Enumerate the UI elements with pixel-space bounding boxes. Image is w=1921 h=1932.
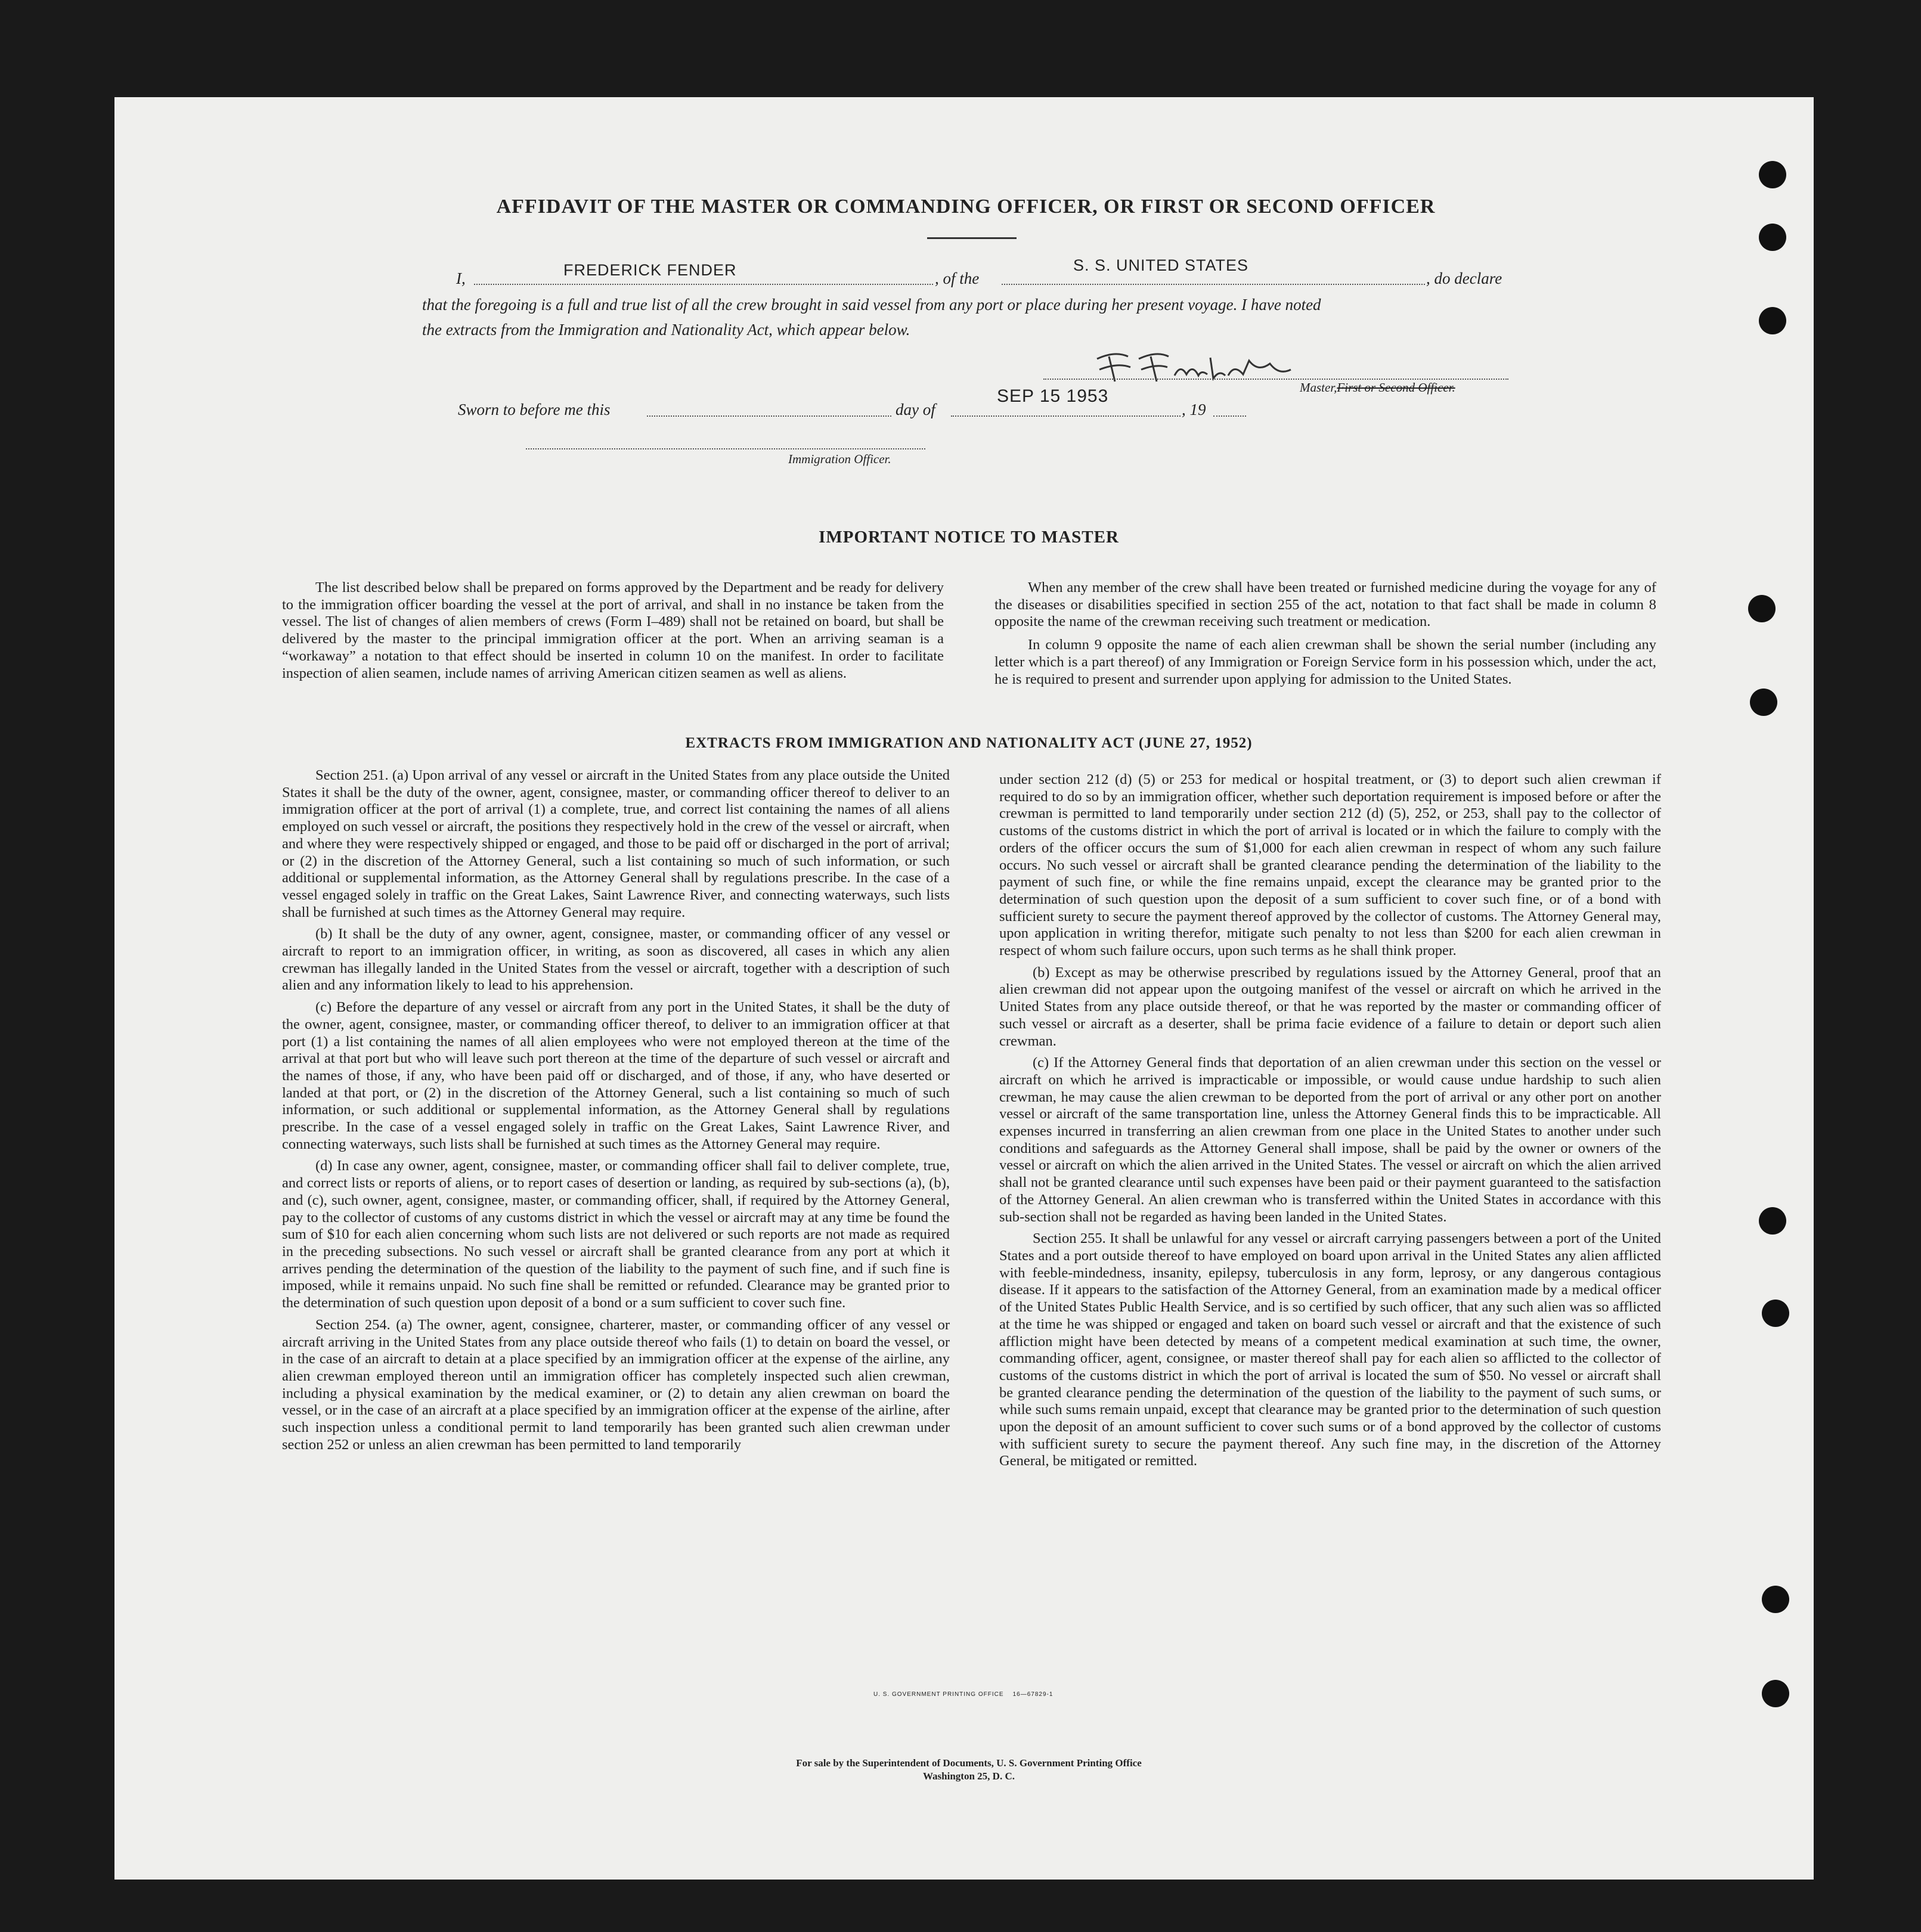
section-254-c: (c) If the Attorney General finds that deportation of an alien crewman under this section on the vessel or aircraft on which he arrived is impracticable or impossible, or would cause undue hardship to such alien crewman, he may cause the alien crewman to be deported from the port of arrival or any other port on another vessel or aircraft of the same transportation line, unless the Attorney General finds this to be impracticable. All expenses incurred in transferring an alien crewman from one place in the United States to another under such conditions and safeguards as the Attorney General shall impose, shall be paid by the owner or owners of the vessel or aircraft on which the alien arrived in the United States. The vessel or aircraft on which the alien arrived shall not be granted clearance until such expenses have been paid or their payment guaranteed to the satisfaction of the Attorney General. An alien crewman who is transferred within the United States in accordance with this sub-section shall not be regarded as having been landed in the United States.: [999, 1055, 1661, 1225]
vessel-name-field: S. S. UNITED STATES: [1073, 256, 1249, 274]
declaration-line-2: that the foregoing is a full and true list of all the crew brought in said vessel from any port or place during her present voyage. I have noted: [422, 296, 1321, 314]
extracts-left-column: [282, 767, 950, 1453]
extracts-title: EXTRACTS FROM IMMIGRATION AND NATIONALITY ACT (JUNE 27, 1952): [685, 735, 1253, 751]
sworn-label: Sworn to before me this: [458, 401, 611, 418]
punch-hole: [1759, 1207, 1786, 1235]
master-signature: [1091, 346, 1294, 387]
master-name-field: FREDERICK FENDER: [563, 261, 737, 279]
immigration-officer-line: [526, 448, 925, 449]
date-stamp: SEP 15 1953: [997, 386, 1109, 406]
section-251-c: (c) Before the departure of any vessel or aircraft from any port in the United States, it shall be the duty of the owner, agent, consignee, master, or commanding officer thereof, to deliver to an immigration officer at that port (1) a list containing the names of all alien employees who were not employed thereon at the time of the arrival at that port but who will leave such port thereon at the time of the departure of such vessel or aircraft and the names of those, if any, who have been paid off or discharged, and of those, if any, who have deserted or landed at that port, or (2) in the discretion of the Attorney General, such a list containing so much of such information, or such additional or supplemental information, as the Attorney General shall by regulations prescribe. In the case of a vessel engaged solely in traffic on the Great Lakes, Saint Lawrence River, and connecting waterways, such lists shall be furnished at such times as the Attorney General may require.: [282, 999, 950, 1152]
vessel-name-line: [1002, 284, 1425, 285]
date-line: [951, 415, 1181, 417]
immigration-officer-label: Immigration Officer.: [788, 452, 891, 466]
notice-right-column: [994, 579, 1656, 688]
printer-imprint: U. S. GOVERNMENT PRINTING OFFICE 16—67829-1: [873, 1691, 1054, 1698]
section-251-d: (d) In case any owner, agent, consignee, master, or commanding officer shall fail to deliver complete, true, and correct lists or reports of aliens, or to report cases of desertion or landing, as required by sub-sections (a), (b), and (c), such owner, agent, consignee, master, or commanding officer, shall, if required by the Attorney General, pay to the collector of customs of any customs district in which the vessel or aircraft may at any time be found the sum of $10 for each alien concerning whom such lists are not delivered or such reports are not made as required in the preceding subsections. No such vessel or aircraft shall be granted clearance from any port at which it arrives pending the determination of the question of the liability to the payment of such fine, and if such fine is imposed, while it remains unpaid. No such fine shall be remitted or refunded. Clearance may be granted prior to the determination of such question upon deposit of a bond or a sum sufficient to cover such fine.: [282, 1158, 950, 1311]
notice-right-paragraph-1: When any member of the crew shall have been treated or furnished medicine during the voyage for any of the diseases or disabilities specified in section 255 of the act, notation to that fact shall be made in column 8 opposite the name of the crewman receiving such treatment or medication.: [994, 579, 1656, 630]
footer-line-1: For sale by the Superintendent of Documents, U. S. Government Printing Office: [796, 1757, 1142, 1769]
footer-line-2: Washington 25, D. C.: [923, 1770, 1015, 1782]
signature-line: [1043, 379, 1508, 380]
extracts-right-column: [999, 771, 1661, 1470]
declaration-line-3: the extracts from the Immigration and Nationality Act, which appear below.: [422, 321, 910, 339]
section-255: Section 255. It shall be unlawful for any vessel or aircraft carrying passengers between a port of the United States and a port outside thereof to have employed on board upon arrival in the United States any alien afflicted with feeble-mindedness, insanity, epilepsy, tuberculosis in any form, leprosy, or any dangerous contagious disease. If it appears to the satisfaction of the Attorney General, from an examination made by a medical officer of the United States Public Health Service, and is so certified by such officer, that any such alien was so afflicted at the time he was shipped or engaged and taken on board such vessel or aircraft and that the existence of such affliction might have been detected by means of a competent medical examination at such time, the owner, commanding officer, agent, consignee, or master thereof shall pay for each alien so afflicted to the collector of customs of the customs district in which the port of arrival is located the sum of $50. No vessel or aircraft shall be granted clearance pending the determination of the question of the liability to the payment of such sums, or while such sums remain unpaid, except that clearance may be granted prior to the determination of such question upon the deposit of an amount sufficient to cover such sums or of a bond approved by the collector of customs with sufficient surety to secure the payment thereof. Any such fine may, in the discretion of the Attorney General, be mitigated or remitted.: [999, 1230, 1661, 1469]
punch-hole: [1759, 307, 1786, 334]
punch-hole: [1762, 1586, 1789, 1613]
notice-title: IMPORTANT NOTICE TO MASTER: [819, 528, 1119, 547]
master-name-line: [474, 284, 933, 285]
punch-hole: [1762, 1300, 1789, 1327]
of-the-label: , of the: [935, 269, 980, 287]
section-254-b: (b) Except as may be otherwise prescribed by regulations issued by the Attorney General, proof that an alien crewman did not appear upon the outgoing manifest of the vessel or aircraft on which he arrived in the United States from any place outside thereof, or that he was reported by the master or commanding officer of such vessel or aircraft as a deserter, shall be prima facie evidence of a failure to detain or deport such alien crewman.: [999, 964, 1661, 1049]
i-label: I,: [456, 269, 466, 287]
punch-hole: [1750, 689, 1777, 716]
punch-hole: [1759, 224, 1786, 251]
label-master: Master,: [1300, 380, 1337, 395]
sworn-day-line: [647, 415, 891, 417]
notice-left-paragraph: The list described below shall be prepared on forms approved by the Department and be ready for delivery to the immigration officer boarding the vessel at the port of arrival, and shall in no instance be taken from the vessel. The list of changes of alien members of crews (Form I–489) shall not be retained on board, but shall be delivered by the master to the principal immigration officer at the port. When an arriving seaman is a “workaway” a notation to that effect should be inserted in column 10 on the manifest. In order to facilitate inspection of alien seamen, include names of arriving American citizen seamen as well as aliens.: [282, 579, 944, 681]
signature-label: [1300, 380, 1455, 395]
section-251-b: (b) It shall be the duty of any owner, agent, consignee, master, or commanding officer of any vessel or aircraft to report to an immigration officer, in writing, as soon as discovered, all cases in which any alien crewman has illegally landed in the United States from the vessel or aircraft, together with a description of such alien and any information likely to lead to his apprehension.: [282, 926, 950, 994]
punch-hole: [1759, 161, 1786, 188]
day-of-label: day of: [896, 401, 935, 418]
affidavit-title: AFFIDAVIT OF THE MASTER OR COMMANDING OFFICER, OR FIRST OR SECOND OFFICER: [496, 196, 1436, 218]
year-suffix: , 19: [1182, 401, 1206, 418]
punch-hole: [1748, 595, 1776, 622]
section-254-a: Section 254. (a) The owner, agent, consignee, charterer, master, or commanding officer of any vessel or aircraft arriving in the United States from any place outside thereof who fails (1) to detain on board the vessel, or in the case of an aircraft to detain at a place specified by an immigration officer at the expense of the airline, any alien crewman employed thereon until an immigration officer has completely inspected such alien crewman, including a physical examination by the medical examiner, or (2) to detain any alien crewman on board the vessel, or in the case of an aircraft at a place specified by an immigration officer at the expense of the airline, after such inspection unless a conditional permit to land temporarily has been granted such alien crewman under section 252 or unless an alien crewman has been permitted to land temporarily: [282, 1316, 950, 1453]
notice-right-paragraph-2: In column 9 opposite the name of each alien crewman shall be shown the serial number (including any letter which is a part thereof) of any Immigration or Foreign Service form in his possession which, under the act, he is required to present and surrender upon applying for admission to the United States.: [994, 637, 1656, 687]
title-divider: [927, 237, 1017, 239]
section-251-a: Section 251. (a) Upon arrival of any vessel or aircraft in the United States from any place outside the United States it shall be the duty of the owner, agent, consignee, master, or commanding officer thereof to deliver to an immigration officer at the port of arrival (1) a complete, true, and correct list containing the names of all aliens employed on such vessel or aircraft, the positions they respectively hold in the crew of the vessel or aircraft, when and where they were respectively shipped or engaged, and those to be paid off or discharged in the port of arrival; or (2) in the discretion of the Attorney General, such a list containing so much of such information, or such additional or supplemental information, as the Attorney General shall by regulations prescribe. In the case of a vessel engaged solely in traffic on the Great Lakes, Saint Lawrence River, and connecting waterways, such lists shall be furnished at such times as the Attorney General may require.: [282, 767, 950, 920]
do-declare-label: , do declare: [1426, 269, 1502, 287]
notice-left-column: [282, 579, 944, 682]
year-line: [1213, 415, 1246, 417]
label-struck-officer: First or Second Officer.: [1337, 380, 1455, 395]
punch-hole: [1762, 1680, 1789, 1707]
section-254-a-continued: under section 212 (d) (5) or 253 for medical or hospital treatment, or (3) to deport such alien crewman if required to do so by an immigration officer, whether such deportation requirement is imposed before or after the crewman is permitted to land temporarily under section 212 (d) (5), 252, or 253, shall pay to the collector of customs of the customs district in which the port of arrival is located or in which the failure to comply with the orders of the officer occurs the sum of $1,000 for each alien crewman in respect of whom any such failure occurs. No such vessel or aircraft shall be granted clearance pending the determination of the liability to the payment of such fine, or while the fine remains unpaid, except the clearance may be granted prior to the determination of such question upon the deposit of a sum sufficient to cover such fine, or of a bond with sufficient surety to secure the payment thereof approved by the collector of customs. The Attorney General may, upon application in writing therefor, mitigate such penalty to not less than $200 for each alien crewman in respect of whom such failure occurs, upon such terms as he shall think proper.: [999, 771, 1661, 959]
